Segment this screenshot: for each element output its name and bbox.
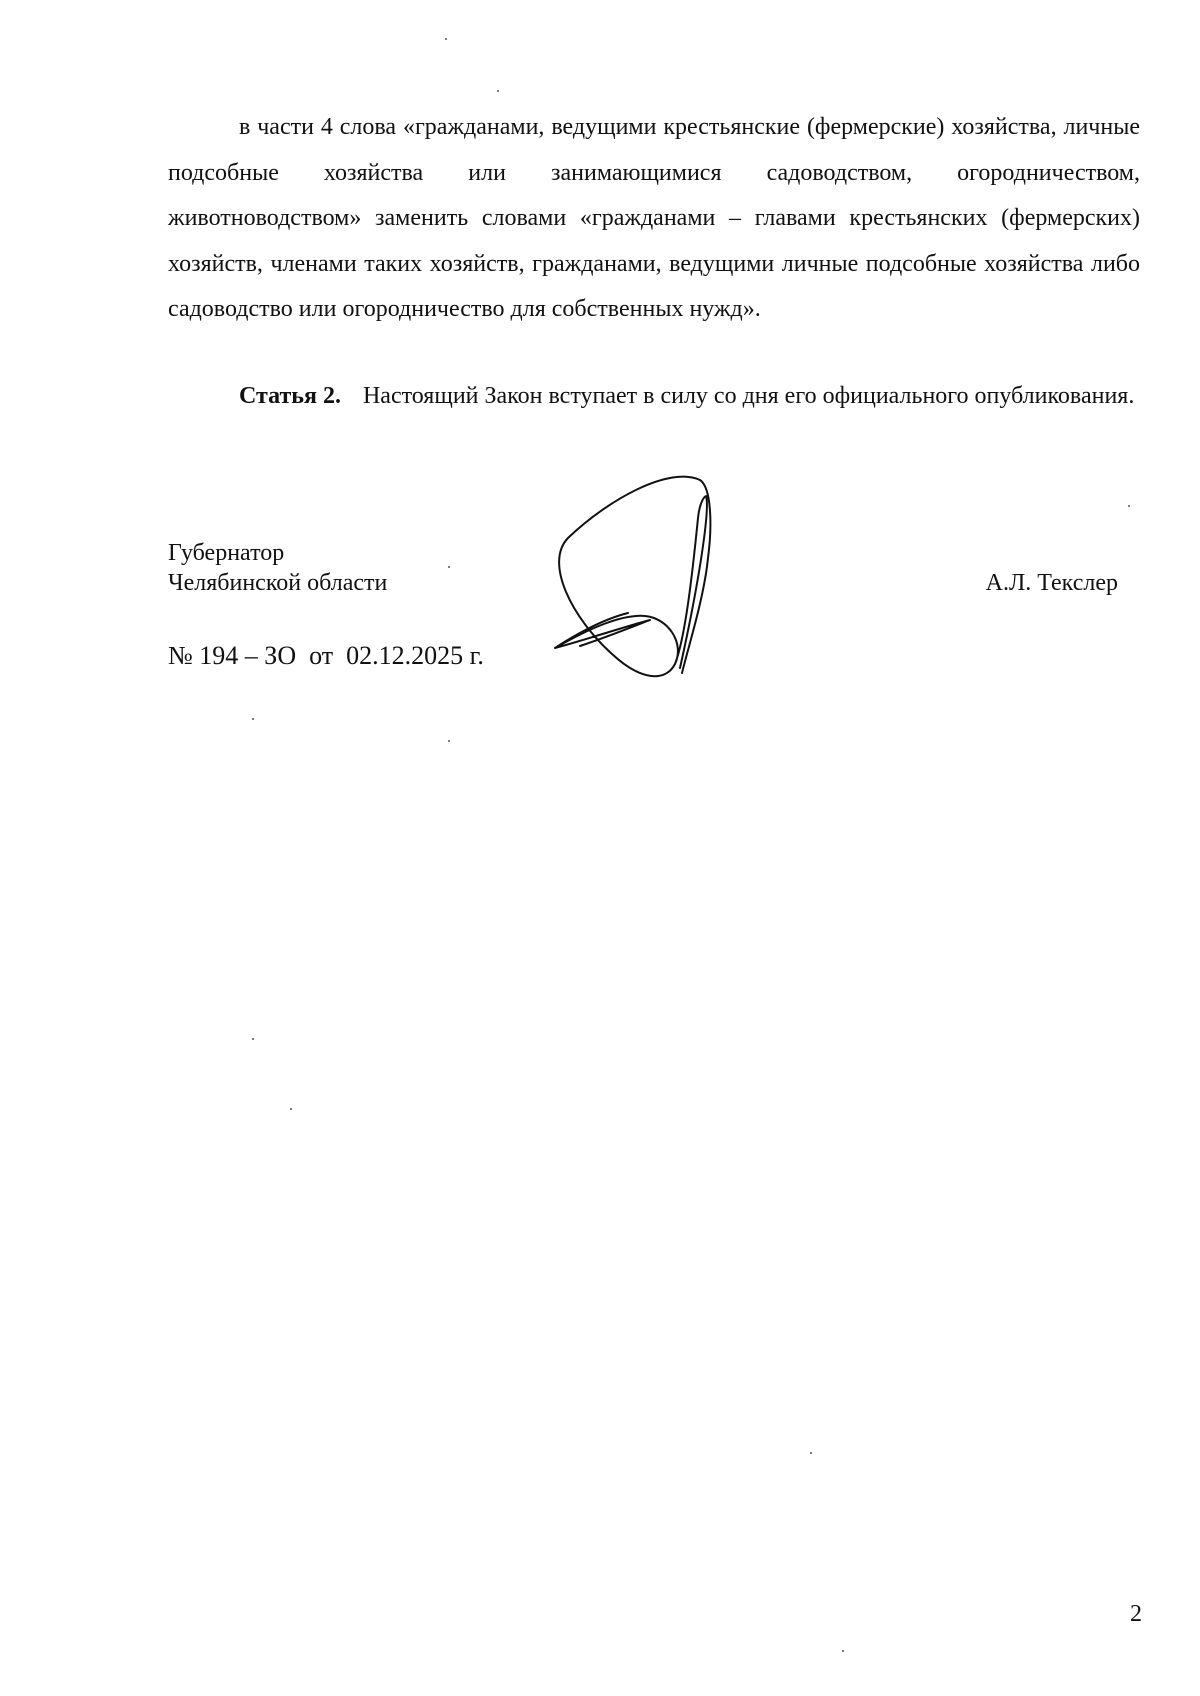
signer-name: А.Л. Текслер [985,570,1118,596]
article-2-paragraph [168,374,1140,420]
signer-title-line-2: Челябинской области [168,570,388,596]
page-number: 2 [1130,1601,1142,1627]
law-number: № 194 – ЗО от 02.12.2025 г. [168,641,484,670]
scan-speck [1128,505,1130,507]
scan-speck [497,90,499,92]
scan-speck [252,718,254,720]
handwritten-signature [550,468,770,688]
scan-speck [448,566,450,568]
scan-speck [448,740,450,742]
scan-speck [290,1108,292,1110]
article-label: Статья 2. [239,383,341,409]
scan-speck [445,38,447,40]
scan-speck [252,1038,254,1040]
signer-title-line-1: Губернатор [168,540,285,566]
article-text: Настоящий Закон вступает в силу со дня его официального опубликования. [362,383,1135,409]
signer-title [168,538,387,598]
amendment-paragraph: в части 4 слова «гражданами, ведущими крестьянские (фермерские) хозяйства, личные подсобные хозяйства или занимающимися садоводством, огородничеством, животноводством» заменить словами «гражданами – главами крестьянских (фермерских) хозяйств, членами таких хозяйств, гражданами, ведущими личные подсобные хозяйства либо садоводство или огородничество для собственных нужд». [168,114,1140,322]
scan-speck [810,1452,812,1454]
scan-speck [842,1650,844,1652]
